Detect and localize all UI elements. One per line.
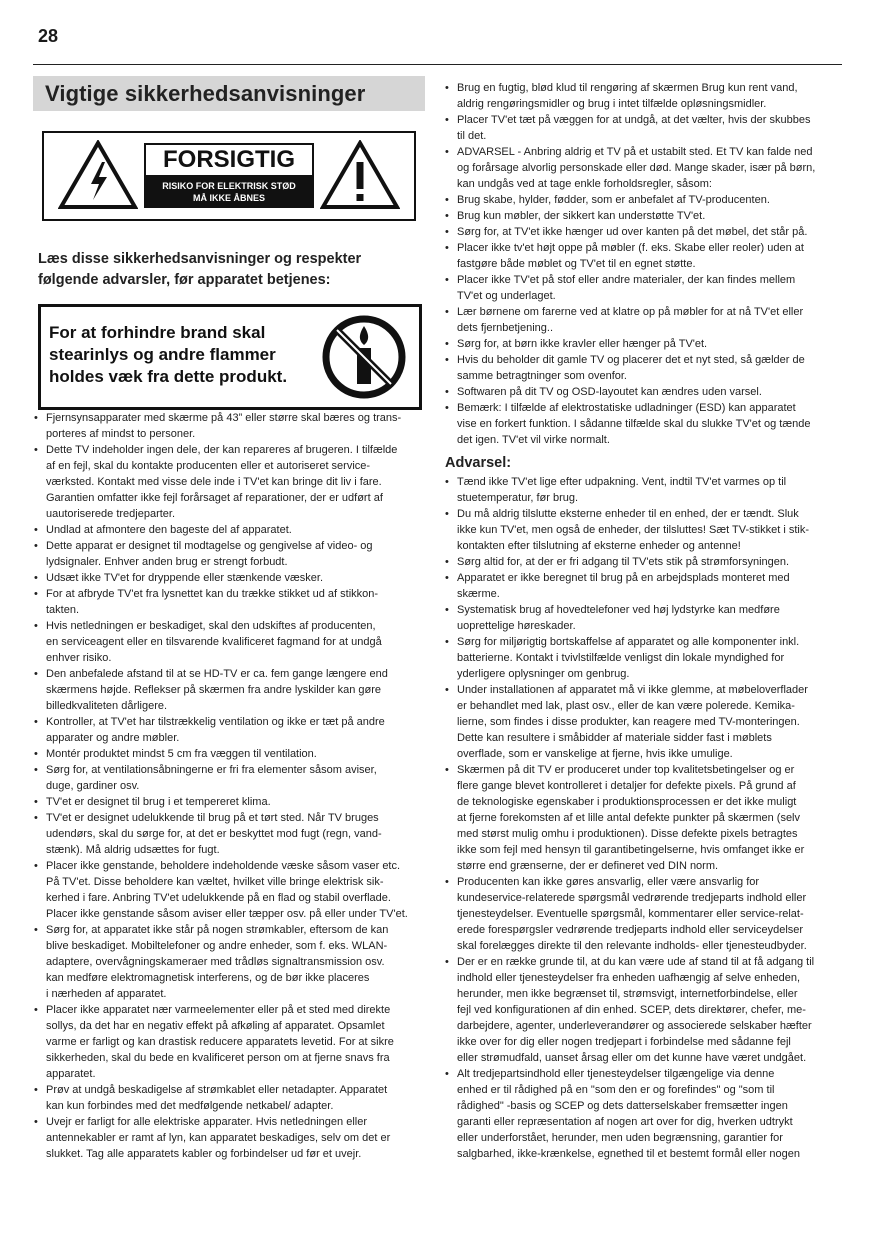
exclamation-warning-icon	[320, 140, 400, 210]
intro-line-1: Læs disse sikkerhedsanvisninger og respekter	[38, 251, 362, 267]
list-item: • Sørg altid for, at der er fri adgang til TV'ets stik på strømforsyningen.	[444, 554, 836, 570]
intro-line-2: følgende advarsler, før apparatet betjenes:	[38, 272, 331, 288]
list-item: • For at afbryde TV'et fra lysnettet kan du trække stikket ud af stikkon- takten.	[33, 586, 425, 618]
list-item: • Placer TV'et tæt på væggen for at undgå, at det vælter, hvis der skubbes til det.	[444, 112, 836, 144]
caution-line-2: MÅ IKKE ÅBNES	[192, 193, 265, 203]
list-item: • Sørg for, at børn ikke kravler eller hænger på TV'et.	[444, 336, 836, 352]
list-item: • Montér produktet mindst 5 cm fra væggen til ventilation.	[33, 746, 425, 762]
advarsel-heading: Advarsel:	[445, 455, 512, 471]
electric-shock-warning-icon	[58, 140, 138, 210]
page-title: Vigtige sikkerhedsanvisninger	[45, 80, 366, 106]
right-safety-list	[444, 80, 836, 448]
list-item: • Hvis netledningen er beskadiget, skal den udskiftes af producenten, en serviceagent eller en tilsvarende kvalificeret fagmand for at undgå enhver risiko.	[33, 618, 425, 666]
list-item: • Placer ikke tv'et højt oppe på møbler (f. eks. Skabe eller reoler) uden at fastgøre både møblet og TV'et til en egnet støtte.	[444, 240, 836, 272]
list-item: • Sørg for, at apparatet ikke står på nogen strømkabler, eftersom de kan blive beskadiget. Mobiltelefoner og andre enheder, som f. eks. WLAN- adaptere, overvågningskameraer med trådløs signaltransmission osv. kan medføre elektromagnetisk interferens, og de bør ikke placeres i nærheden af apparatet.	[33, 922, 425, 1002]
fire-warning-line-1: For at forhindre brand skal	[49, 323, 266, 342]
left-column	[33, 76, 425, 1162]
list-item: • Undlad at afmontere den bageste del af apparatet.	[33, 522, 425, 538]
list-item: • Sørg for, at ventilationsåbningerne er fri fra elementer såsom aviser, duge, gardiner osv.	[33, 762, 425, 794]
list-item: • Skærmen på dit TV er produceret under top kvalitetsbetingelser og er flere gange blevet kontrolleret i detaljer for defekte pixels. På grund af de teknologiske egenskaber i produktionsprocessen er det ikke muligt at fjerne forekomsten af et lille antal defekte punkter på skærmen (selv med størst mulig omhu i produktionen). Disse defekte pixels betragtes ikke som fejl med hensyn til garantibetingelserne, hvis omfanget ikke er større end grænserne, der er defineret ved DIN norm.	[444, 762, 836, 874]
list-item: • Der er en række grunde til, at du kan være ude af stand til at få adgang til indhold eller tjenesteydelser fra enheden uafhængig af selve enheden, herunder, men ikke begrænset til, strømsvigt, internetforbindelse, eller fejl ved konfigurationen af din enhed. SCEP, dets direktører, chefer, me- darbejdere, agenter, underleverandører og associerede selskaber hæfter ikke over for dig eller nogen tredjepart i forbindelse med sådanne fejl eller strømudfald, uanset årsag eller om det kunne have været undgået.	[444, 954, 836, 1066]
caution-box	[42, 131, 416, 221]
list-item: • Udsæt ikke TV'et for dryppende eller stænkende væsker.	[33, 570, 425, 586]
list-item: • Du må aldrig tilslutte eksterne enheder til en enhed, der er tændt. Sluk ikke kun TV'et, men også de enheder, der tilsluttes! Sæt TV-stikket i stik- kontakten efter tilslutning af eksterne enheder og antenne!	[444, 506, 836, 554]
no-open-flame-icon	[321, 314, 407, 400]
list-item: • Dette apparat er designet til modtagelse og gengivelse af video- og lydsignaler. Enhver anden brug er strengt forbudt.	[33, 538, 425, 570]
list-item: • Hvis du beholder dit gamle TV og placerer det et nyt sted, så gælder de samme betragtninger som ovenfor.	[444, 352, 836, 384]
list-item: • Placer ikke apparatet nær varmeelementer eller på et sted med direkte sollys, da det har en negativ effekt på afkøling af apparatet. Opsamlet varme er farligt og kan drastisk reducere apparatets levetid. For at sikre sikkerheden, skal du bede en kvalificeret person om at fjerne snavs fra apparatet.	[33, 1002, 425, 1082]
list-item: • Lær børnene om farerne ved at klatre op på møbler for at nå TV'et eller dets fjernbetjening..	[444, 304, 836, 336]
list-item: • Systematisk brug af hovedtelefoner ved høj lydstyrke kan medføre uoprettelige høreskader.	[444, 602, 836, 634]
fire-warning-line-2: stearinlys og andre flammer	[49, 345, 276, 364]
list-item: • ADVARSEL - Anbring aldrig et TV på et ustabilt sted. Et TV kan falde ned og forårsage alvorlig personskade eller død. Mange skader, især på børn, kan undgås ved at tage enkle forholdsregler, såsom:	[444, 144, 836, 192]
list-item: • Softwaren på dit TV og OSD-layoutet kan ændres uden varsel.	[444, 384, 836, 400]
list-item: • Brug skabe, hylder, fødder, som er anbefalet af TV-producenten.	[444, 192, 836, 208]
list-item: • Sørg for miljørigtig bortskaffelse af apparatet og alle komponenter inkl. batterierne. Kontakt i tvivlstilfælde venligst din lokale myndighed for yderligere oplysninger om genbrug.	[444, 634, 836, 682]
list-item: • TV'et er designet udelukkende til brug på et tørt sted. Når TV bruges udendørs, skal du sørge for, at det er beskyttet mod fugt (regn, vand- stænk). Må aldrig udsættes for fugt.	[33, 810, 425, 858]
fire-warning-box	[38, 304, 422, 410]
caution-line-1: RISIKO FOR ELEKTRISK STØD	[162, 181, 296, 191]
list-item: • Producenten kan ikke gøres ansvarlig, eller være ansvarlig for kundeservice-relaterede spørgsmål vedrørende tredjeparts indhold eller tjenesteydelser. Eventuelle spørgsmål, kommentarer eller service-relat- erede forespørgsler vedrørende tredjeparts indhold eller serviceydelser skal forelægges direkte til den relevante indholds- eller tjenesteudbyder.	[444, 874, 836, 954]
list-item: • Apparatet er ikke beregnet til brug på en arbejdsplads monteret med skærme.	[444, 570, 836, 602]
list-item: • Bemærk: I tilfælde af elektrostatiske udladninger (ESD) kan apparatet vise en forkert funktion. I sådanne tilfælde skal du slukke TV'et og tænde det igen. TV'et vil virke normalt.	[444, 400, 836, 448]
left-safety-list	[33, 410, 425, 1162]
right-column	[444, 80, 836, 1162]
advarsel-list	[444, 474, 836, 1162]
list-item: • Tænd ikke TV'et lige efter udpakning. Vent, indtil TV'et varmes op til stuetemperatur, før brug.	[444, 474, 836, 506]
list-item: • Placer ikke TV'et på stof eller andre materialer, der kan findes mellem TV'et og underlaget.	[444, 272, 836, 304]
title-bar	[33, 76, 425, 111]
intro-text	[38, 249, 425, 291]
caution-label	[144, 143, 314, 208]
fire-warning-text	[49, 322, 319, 388]
list-item: • Brug kun møbler, der sikkert kan understøtte TV'et.	[444, 208, 836, 224]
list-item: • Placer ikke genstande, beholdere indeholdende væske såsom vaser etc. På TV'et. Disse beholdere kan væltet, hvilket ville bringe elektrisk sik- kerhed i fare. Anbring TV'et udelukkende på en flad og stabil overflade. Placer ikke genstande såsom aviser eller tæpper osv. på eller under TV'et.	[33, 858, 425, 922]
caution-subtext	[144, 177, 314, 208]
list-item: • Brug en fugtig, blød klud til rengøring af skærmen Brug kun rent vand, aldrig rengøringsmidler og brug i intet tilfælde opløsningsmidler.	[444, 80, 836, 112]
top-rule	[33, 64, 842, 65]
list-item: • Fjernsynsapparater med skærme på 43” eller større skal bæres og trans- porteres af mindst to personer.	[33, 410, 425, 442]
list-item: • Den anbefalede afstand til at se HD-TV er ca. fem gange længere end skærmens højde. Reflekser på skærmen fra andre lyskilder kan gøre billedkvaliteten dårligere.	[33, 666, 425, 714]
list-item: • Dette TV indeholder ingen dele, der kan repareres af brugeren. I tilfælde af en fejl, skal du kontakte producenten eller et autoriseret service- værksted. Kontakt med visse dele inde i TV'et kan bringe dit liv i fare. Garantien omfatter ikke fejl forårsaget af reparationer, der er udført af uautoriserede tredjeparter.	[33, 442, 425, 522]
list-item: • Alt tredjepartsindhold eller tjenesteydelser tilgængelige via denne enhed er til rådighed på en "som den er og forefindes" og "som til rådighed" -basis og SCEP og dets datterselskaber fremsætter ingen garanti eller repræsentation af nogen art over for dig, hverken udtrykt eller underforstået, herunder, men uden begrænsning, garantier for salgbarhed, ikke-krænkelse, egnethed til et bestemt formål eller nogen	[444, 1066, 836, 1162]
caution-heading: FORSIGTIG	[144, 143, 314, 177]
list-item: • Under installationen af apparatet må vi ikke glemme, at møbeloverflader er behandlet med lak, plast osv., eller de kan være polerede. Kemika- lierne, som findes i disse produkter, kan reagere med TV-monteringen. Dette kan resultere i småbidder af materiale sidder fast i møblets overflade, som er vanskelige at fjerne, hvis ikke umulige.	[444, 682, 836, 762]
fire-warning-line-3: holdes væk fra dette produkt.	[49, 367, 288, 386]
list-item: • TV'et er designet til brug i et tempereret klima.	[33, 794, 425, 810]
page-number: 28	[38, 26, 59, 46]
list-item: • Prøv at undgå beskadigelse af strømkablet eller netadapter. Apparatet kan kun forbindes med det medfølgende netkabel/ adapter.	[33, 1082, 425, 1114]
list-item: • Sørg for, at TV'et ikke hænger ud over kanten på det møbel, det står på.	[444, 224, 836, 240]
list-item: • Kontroller, at TV'et har tilstrækkelig ventilation og ikke er tæt på andre apparater og andre møbler.	[33, 714, 425, 746]
list-item: • Uvejr er farligt for alle elektriske apparater. Hvis netledningen eller antennekabler er ramt af lyn, kan apparatet beskadiges, selv om det er slukket. Tag alle apparatets kabler og forbindelser ud før et uvejr.	[33, 1114, 425, 1162]
